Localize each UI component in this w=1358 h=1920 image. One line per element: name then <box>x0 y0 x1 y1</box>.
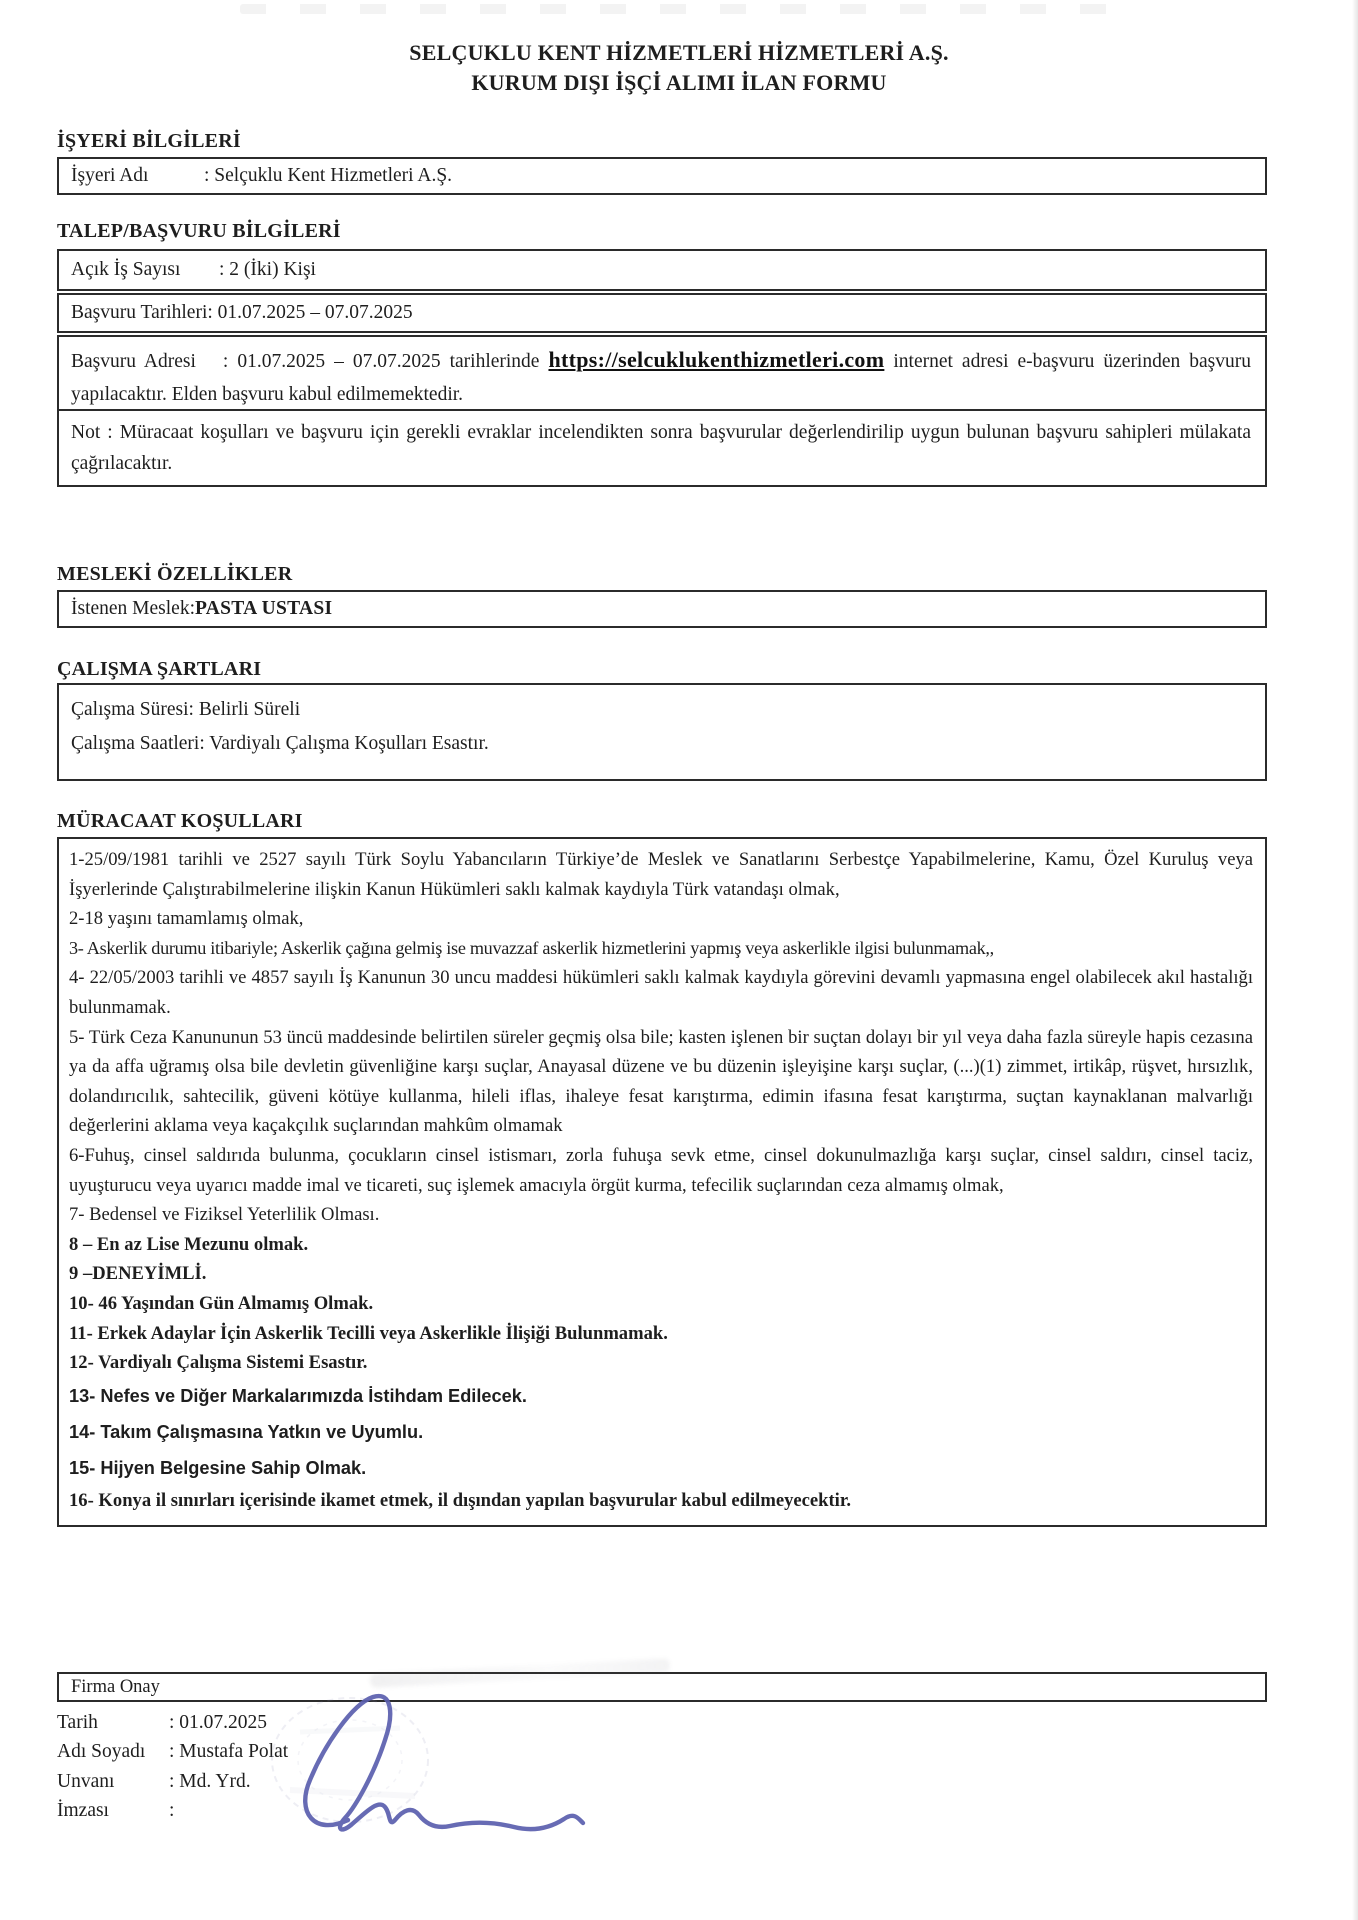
firma-onay-details <box>57 1708 1267 1826</box>
scan-artifact <box>240 4 1140 14</box>
muracaat-item-4: 4- 22/05/2003 tarihli ve 4857 sayılı İş Kanunun 30 uncu maddesi hükümleri saklı kalmak kaydıyla görevini devamlı yapmasına engel olabilecek akıl hastalığı bulunmamak. <box>69 967 1253 1018</box>
firma-row-tarih <box>57 1708 1267 1738</box>
adi-soyadi-value: : Mustafa Polat <box>169 1741 289 1763</box>
paper-edge-shadow <box>1352 0 1358 1920</box>
firma-onay-header-box <box>57 1672 1267 1702</box>
istenen-meslek-label: İstenen Meslek: <box>71 598 196 619</box>
not-text: Not : Müracaat koşulları ve başvuru için gerekli evraklar incelendikten sonra başvurular değerlendirilip uygun bulunan başvuru sahipleri mülakata çağrılacaktır. <box>71 422 1251 474</box>
section-header-calisma: ÇALIŞMA ŞARTLARI <box>57 658 262 680</box>
acik-is-label: Açık İş Sayısı <box>71 259 181 280</box>
muracaat-item-12: 12- Vardiyalı Çalışma Sistemi Esastır. <box>69 1352 368 1374</box>
muracaat-item-7: 7- Bedensel ve Fiziksel Yeterlilik Olması. <box>69 1204 380 1226</box>
section-header-talep: TALEP/BAŞVURU BİLGİLERİ <box>57 220 341 242</box>
muracaat-item-15: 15- Hijyen Belgesine Sahip Olmak. <box>69 1457 367 1478</box>
firma-onay-label: Firma Onay <box>71 1676 160 1697</box>
muracaat-item-3: 3- Askerlik durumu itibariyle; Askerlik çağına gelmiş ise muvazzaf askerlik hizmetlerini yapmış veya askerlikle ilgisi bulunmamak,, <box>69 937 994 958</box>
section-header-isyeri: İŞYERİ BİLGİLERİ <box>57 130 241 152</box>
muracaat-item-6: 6-Fuhuş, cinsel saldırıda bulunma, çocukların cinsel istismarı, zorla fuhuşa sevk etme, cinsel dokunulmazlığa karşı suçlar, cinsel saldırı, cinsel taciz, uyuşturucu veya uyarıcı madde imal ve ticareti, suç işlemek amacıyla örgüt kurma, tefecilik suçlarından ceza almamış olmak, <box>69 1144 1253 1196</box>
istenen-meslek-value: PASTA USTASI <box>195 598 333 619</box>
isyeri-adi-label: İşyeri Adı <box>71 165 149 186</box>
acik-is-row <box>57 249 1267 291</box>
section-header-muracaat: MÜRACAAT KOŞULLARI <box>57 810 303 832</box>
firma-row-unvani <box>57 1767 1267 1797</box>
adi-soyadi-label: Adı Soyadı <box>57 1741 146 1763</box>
firma-row-imzasi <box>57 1797 1267 1827</box>
tarih-value: : 01.07.2025 <box>169 1711 268 1733</box>
muracaat-item-10: 10- 46 Yaşından Gün Almamış Olmak. <box>69 1292 374 1314</box>
isyeri-adi-row <box>57 157 1267 195</box>
basvuru-tarihleri-text: Başvuru Tarihleri: 01.07.2025 – 07.07.2025 <box>71 302 413 323</box>
muracaat-item-13: 13- Nefes ve Diğer Markalarımızda İstihdam Edilecek. <box>69 1385 527 1406</box>
muracaat-item-8: 8 – En az Lise Mezunu olmak. <box>69 1233 309 1255</box>
basvuru-adresi-row <box>57 335 1267 419</box>
muracaat-item-9: 9 –DENEYİMLİ. <box>69 1263 207 1285</box>
muracaat-item-11: 11- Erkek Adaylar İçin Askerlik Tecilli veya Askerlikle İlişiği Bulunmamak. <box>69 1322 668 1344</box>
muracaat-kosullari-box <box>57 837 1267 1527</box>
calisma-sartlari-box <box>57 683 1267 781</box>
form-title-line2: KURUM DIŞI İŞÇİ ALIMI İLAN FORMU <box>471 70 887 95</box>
muracaat-item-2: 2-18 yaşını tamamlamış olmak, <box>69 908 304 930</box>
form-title-line1: SELÇUKLU KENT HİZMETLERİ HİZMETLERİ A.Ş. <box>409 40 949 65</box>
muracaat-item-14: 14- Takım Çalışmasına Yatkın ve Uyumlu. <box>69 1421 424 1442</box>
acik-is-value: : 2 (İki) Kişi <box>219 259 316 280</box>
unvani-value: : Md. Yrd. <box>169 1770 251 1792</box>
imzasi-label: İmzası <box>57 1800 109 1822</box>
muracaat-item-1: 1-25/09/1981 tarihli ve 2527 sayılı Türk Soylu Yabancıların Türkiye’de Meslek ve Sanatlarını Serbestçe Yapabilmelerine, Kamu, Özel Kuruluş veya İşyerlerinde Çalıştırabilmelerine ilişkin Kanun Hükümleri saklı kalmak kaydıyla Türk vatandaşı olmak, <box>69 849 1253 900</box>
muracaat-item-16: 16- Konya il sınırları içerisinde ikamet etmek, il dışından yapılan başvurular kabul edilmeyecektir. <box>69 1489 852 1511</box>
section-header-mesleki: MESLEKİ ÖZELLİKLER <box>57 563 293 585</box>
not-row <box>57 409 1267 487</box>
firma-row-adi-soyadi <box>57 1738 1267 1768</box>
basvuru-adresi-suffix: internet adresi e-başvuru üzerinden başvuru yapılacaktır. Elden başvuru kabul edilmemektedir. <box>71 351 1251 405</box>
unvani-label: Unvanı <box>57 1770 115 1792</box>
application-url-link[interactable]: https://selcuklukenthizmetleri.com <box>548 347 885 372</box>
imzasi-value: : <box>169 1800 175 1822</box>
tarih-label: Tarih <box>57 1711 98 1733</box>
basvuru-adresi-prefix: Başvuru Adresi : 01.07.2025 – 07.07.2025 tarihlerinde <box>71 351 549 372</box>
basvuru-tarihleri-row <box>57 293 1267 333</box>
calisma-suresi-text: Çalışma Süresi: Belirli Süreli <box>71 699 301 720</box>
muracaat-item-5: 5- Türk Ceza Kanununun 53 üncü maddesinde belirtilen süreler geçmiş olsa bile; kasten işlenen bir suçtan dolayı bir yıl veya daha fazla süreyle hapis cezasına ya da affa uğramış olsa bile devletin güvenliğine karşı suçlar, Anayasal düzene ve bu düzenin işleyişine karşı suçlar, (...)(1) zimmet, irtikâp, rüşvet, hırsızlık, dolandırıcılık, sahtecilik, güveni kötüye kullanma, hileli iflas, ihaleye fesat karıştırma, edimin ifasına fesat karıştırma, suçtan kaynaklanan malvarlığı değerlerini aklama veya kaçakçılık suçlarından mahkûm olmamak <box>69 1026 1253 1137</box>
calisma-saatleri-text: Çalışma Saatleri: Vardiyalı Çalışma Koşulları Esastır. <box>71 733 489 754</box>
isyeri-adi-value: : Selçuklu Kent Hizmetleri A.Ş. <box>204 165 453 186</box>
istenen-meslek-row <box>57 590 1267 628</box>
